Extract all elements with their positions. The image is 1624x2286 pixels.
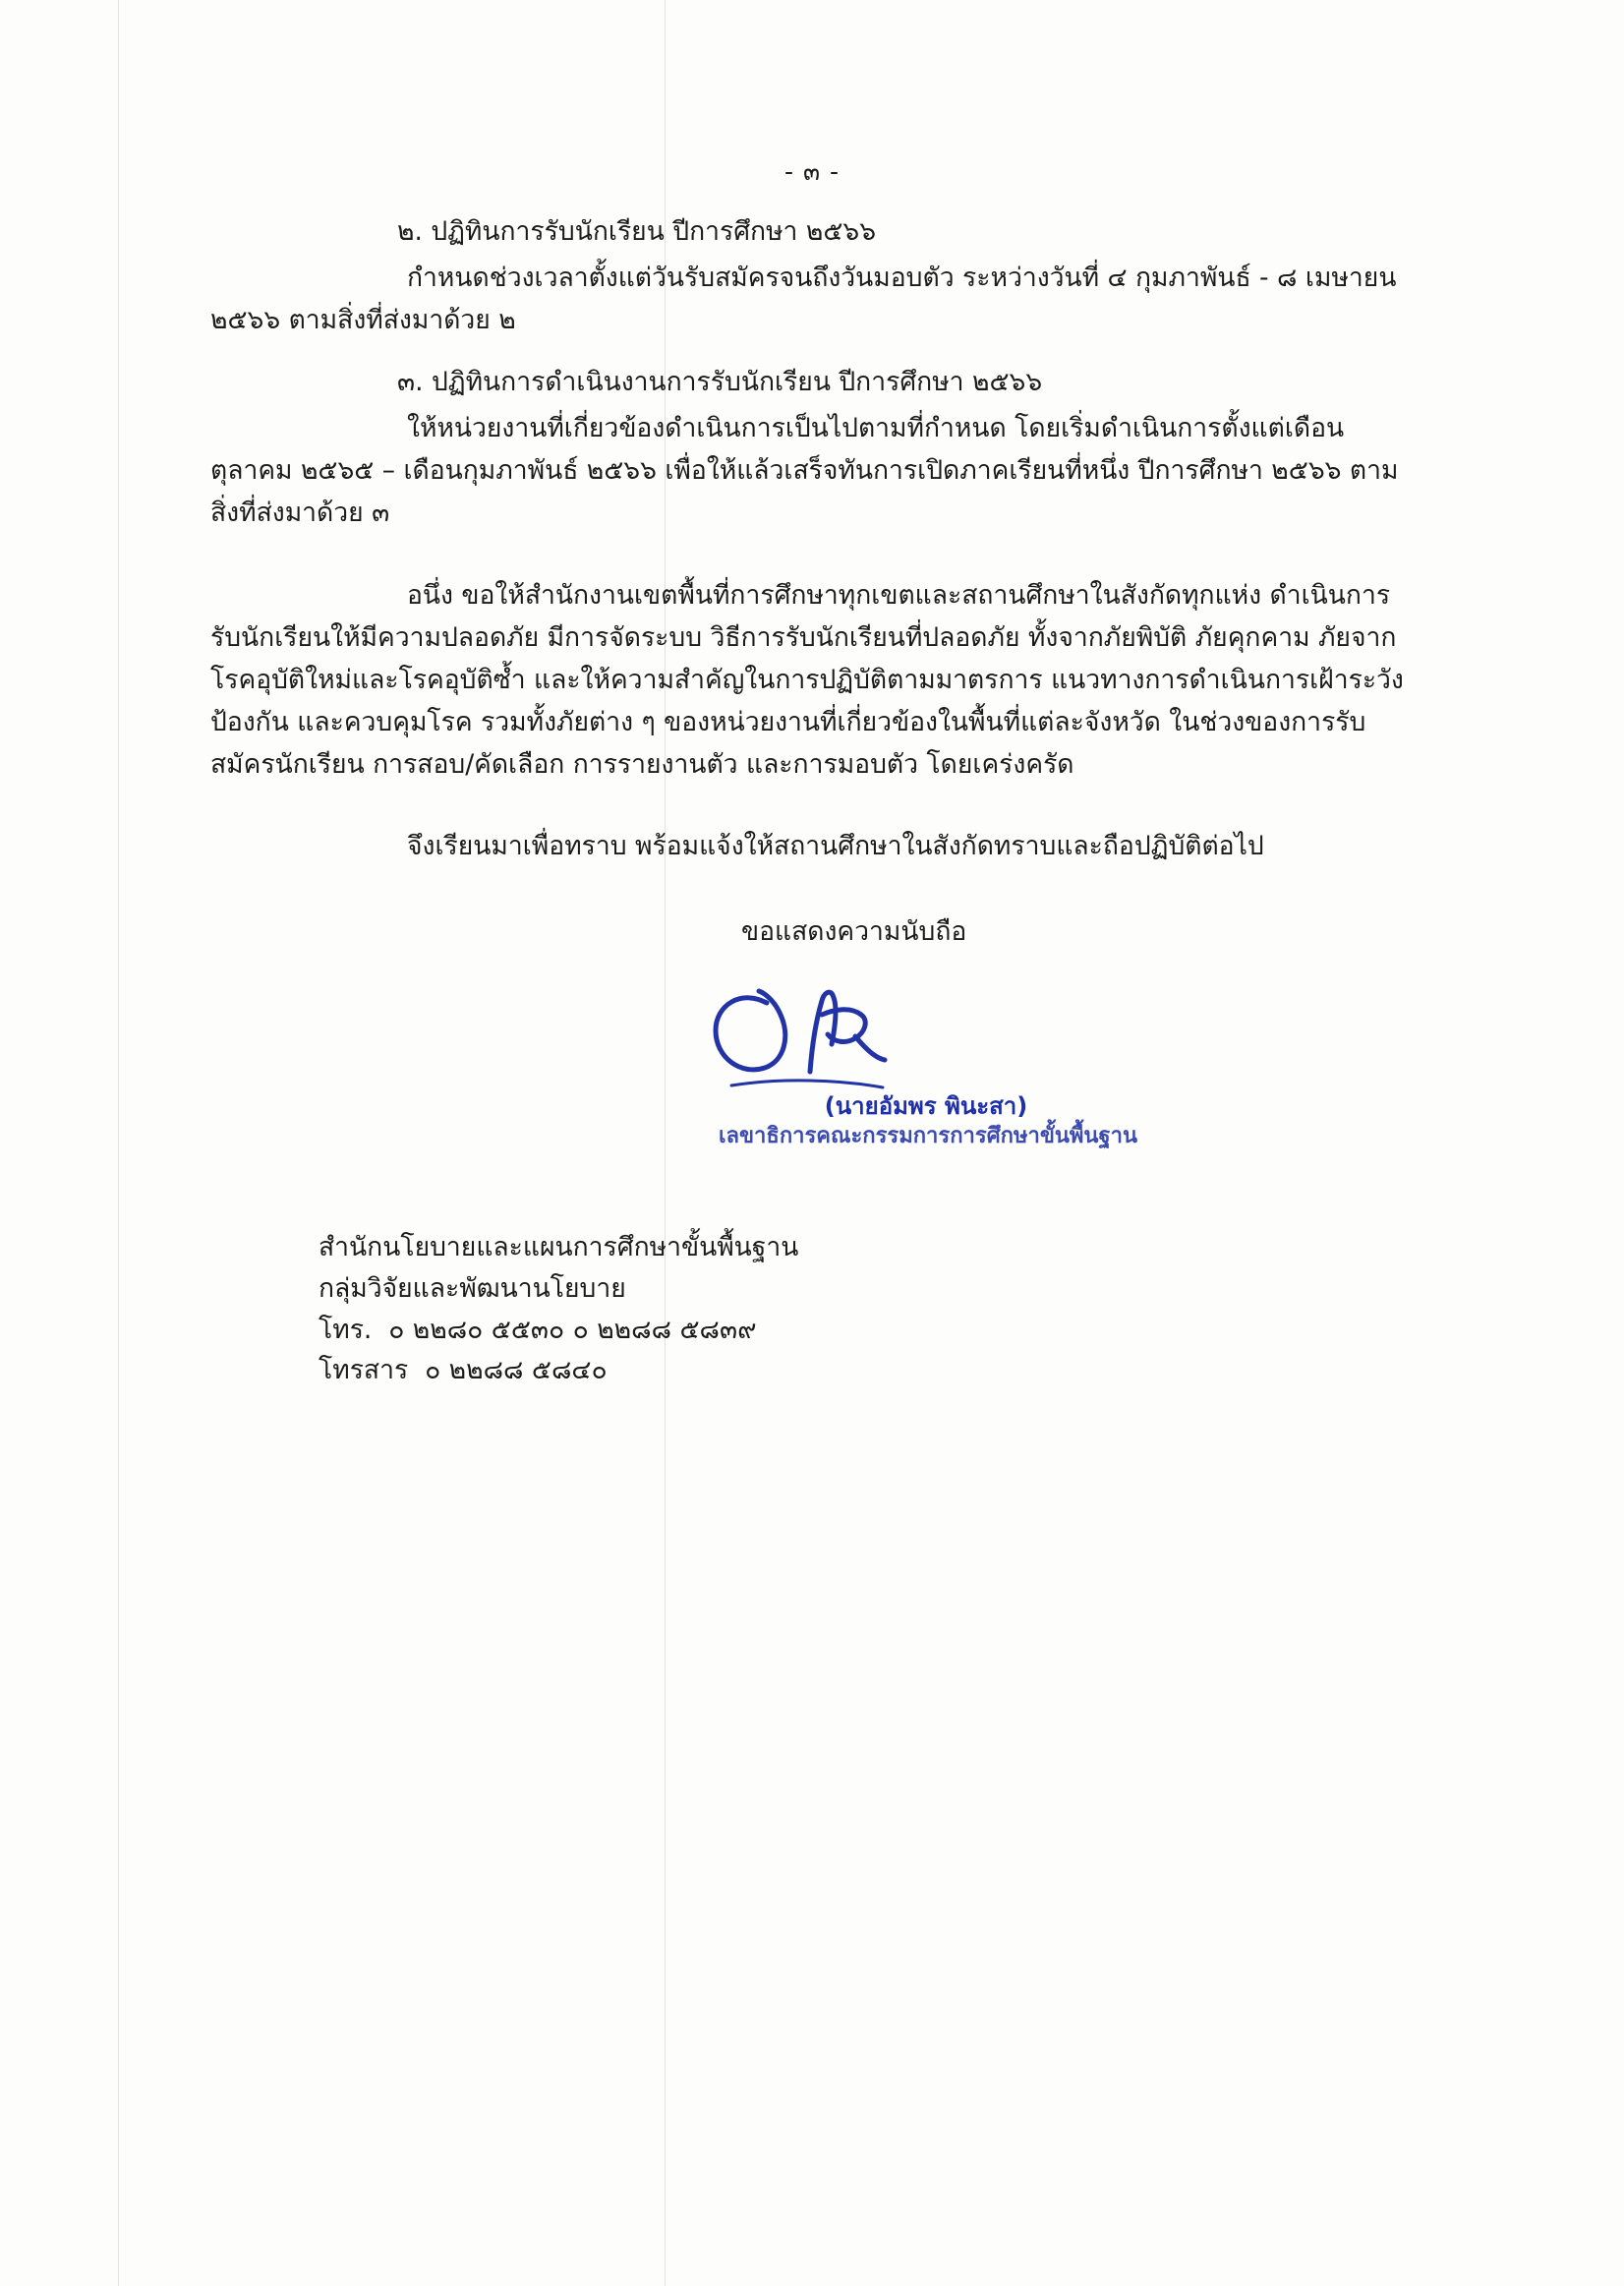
paragraph-item3-body: ให้หน่วยงานที่เกี่ยวข้องดำเนินการเป็นไปตามที่กำหนด โดยเริ่มดำเนินการตั้งแต่เดือนตุลาคม ๒๕๖๕ – เดือนกุมภาพันธ์ ๒๕๖๖ เพื่อให้แล้วเสร็จทันการเปิดภาคเรียนที่หนึ่ง ปีการศึกษา ๒๕๖๖ ตามสิ่งที่ส่งมาด้วย ๓ <box>210 412 1399 528</box>
paragraph-closing: จึงเรียนมาเพื่อทราบ พร้อมแจ้งให้สถานศึกษาในสังกัดทราบและถือปฏิบัติต่อไป <box>407 831 1264 862</box>
footer-line-fax: โทรสาร ๐ ๒๒๘๘ ๕๘๔๐ <box>319 1355 608 1386</box>
footer-contact-block <box>210 1227 1420 1391</box>
paragraph-item2-body: กำหนดช่วงเวลาตั้งแต่วันรับสมัครจนถึงวันมอบตัว ระหว่างวันที่ ๔ กุมภาพันธ์ - ๘ เมษายน ๒๕๖๖ ตามสิ่งที่ส่งมาด้วย ๒ <box>210 262 1397 335</box>
footer-line-phone: โทร. ๐ ๒๒๘๐ ๕๕๓๐ ๐ ๒๒๘๘ ๕๘๓๙ <box>319 1314 757 1345</box>
footer-line-division: กลุ่มวิจัยและพัฒนานโยบาย <box>319 1272 626 1304</box>
signature-block <box>210 954 1420 1148</box>
regards-line: ขอแสดงความนับถือ <box>741 915 967 947</box>
paragraph-item3-heading: ๓. ปฏิทินการดำเนินงานการรับนักเรียน ปีการศึกษา ๒๕๖๖ <box>397 366 1043 397</box>
signature-title: เลขาธิการคณะกรรมการการศึกษาขั้นพื้นฐาน <box>719 1123 1137 1148</box>
signature-name: (นายอัมพร พินะสา) <box>824 1091 1028 1120</box>
paragraph-note: อนึ่ง ขอให้สำนักงานเขตพื้นที่การศึกษาทุกเขตและสถานศึกษาในสังกัดทุกแห่ง ดำเนินการรับนักเรียนให้มีความปลอดภัย มีการจัดระบบ วิธีการรับนักเรียนที่ปลอดภัย ทั้งจากภัยพิบัติ ภัยคุกคาม ภัยจากโรคอุบัติใหม่และโรคอุบัติซ้ำ และให้ความสำคัญในการปฏิบัติตามมาตรการ แนวทางการดำเนินการเฝ้าระวัง ป้องกัน และควบคุมโรค รวมทั้งภัยต่าง ๆ ของหน่วยงานที่เกี่ยวข้องในพื้นที่แต่ละจังหวัด ในช่วงของการรับสมัครนักเรียน การสอบ/คัดเลือก การรายงานตัว และการมอบตัว โดยเคร่งครัด <box>210 580 1404 781</box>
document-body <box>204 211 1420 1391</box>
page-number: - ๓ - <box>783 157 841 186</box>
footer-line-office: สำนักนโยบายและแผนการศึกษาขั้นพื้นฐาน <box>319 1231 799 1262</box>
paragraph-item2-heading: ๒. ปฏิทินการรับนักเรียน ปีการศึกษา ๒๕๖๖ <box>397 216 877 247</box>
